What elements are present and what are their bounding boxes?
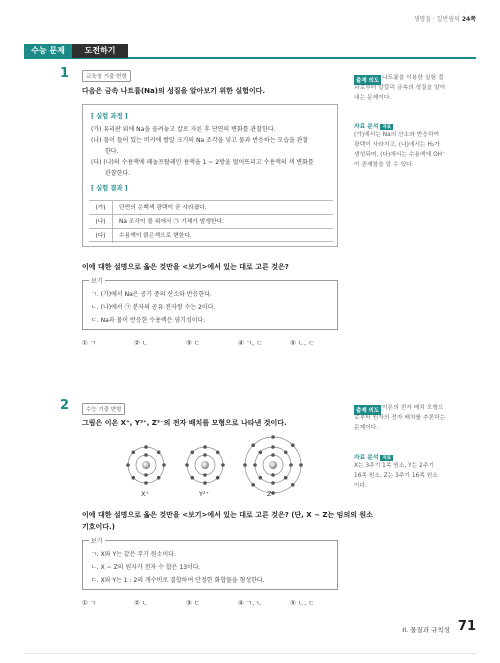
- process-line-4: (다) (나)의 수용액에 페놀프탈레인 용액을 1 ~ 2방울 떨어뜨리고 수용액의 색 변화를: [91, 159, 314, 166]
- side-analysis-line: 생성되며, (다)에서는 수용액에 OH⁻: [354, 152, 446, 158]
- side-analysis-head: [354, 452, 393, 461]
- bogi-item: ㄴ. (나)에서 ㉠ 분자의 공유 전자쌍 수는 2이다.: [91, 304, 216, 311]
- question-2-prompt-2: 기호이다.): [82, 523, 115, 531]
- question-2-number: 2: [60, 398, 70, 413]
- choice-3[interactable]: ③ ㄷ: [186, 339, 201, 347]
- process-line-3: 한다.: [105, 148, 119, 155]
- bogi-label: 보기: [91, 278, 103, 285]
- side-intent-line: 내는 문제이다.: [354, 95, 392, 101]
- result-text: Na 조각이 물 위에서 ㉠ 기체가 발생한다.: [119, 219, 224, 225]
- result-row: [89, 228, 333, 242]
- process-line-1: (가) 유리판 위에 Na을 올려놓고 칼로 자른 후 단면의 변화를 관찰한다.: [91, 126, 276, 133]
- process-line-5: 관찰한다.: [105, 170, 131, 177]
- side-intent-tag: 출제 의도: [354, 75, 381, 85]
- atom-x-plus: [126, 445, 166, 485]
- side-analysis-line: (가)에서는 Na의 산소와 반응하여: [354, 132, 440, 138]
- process-title: [ 실험 과정 ]: [91, 113, 128, 120]
- question-1-number: 1: [60, 66, 70, 81]
- question-2-tag: 수능 기출 변형: [82, 403, 125, 415]
- atom-z-2minus: [243, 435, 303, 495]
- result-row: [89, 200, 333, 214]
- side-analysis-mini: 자료: [382, 456, 392, 461]
- result-title: [ 실험 결과 ]: [91, 185, 128, 192]
- side-analysis-line: 광택이 사라지고, (나)에서는 H₂가: [354, 142, 440, 148]
- side-intent-line: 문제이다.: [354, 425, 379, 431]
- side-analysis-title: 자료 분석: [354, 124, 379, 130]
- bogi-box-1: [82, 280, 338, 330]
- bogi-item: ㄷ. Na과 물이 반응한 수용액은 염기성이다.: [91, 317, 206, 324]
- experiment-box: [82, 104, 338, 247]
- side-intent-line: 이온의 전자 배치 모형으: [382, 405, 444, 411]
- result-label: (가): [89, 201, 113, 215]
- atom-label-y: Y²⁺: [199, 490, 210, 498]
- bogi-box-2: [82, 540, 338, 590]
- atom-label-z: Z²⁻: [267, 490, 278, 498]
- side-intent-tag: 출제 의도: [354, 405, 381, 415]
- result-label: (나): [89, 215, 113, 229]
- side-analysis-title: 자료 분석: [354, 455, 379, 461]
- choice-2[interactable]: ② ㄴ: [134, 339, 149, 347]
- side-analysis-line: X는 3주기 1족 원소, Y는 2주기: [354, 463, 435, 469]
- question-1-tag: 교육청 기출 변형: [82, 70, 131, 82]
- result-row: [89, 214, 333, 228]
- result-text: 단면의 은백색 광택이 곧 사라졌다.: [119, 205, 207, 211]
- footer-section: II. 물질과 규칙성: [402, 626, 450, 634]
- choice-2[interactable]: ② ㄴ: [134, 599, 149, 607]
- side-intent-line: 로부터 원자의 전자 배치를 추론하는: [354, 415, 446, 421]
- side-analysis-head: [354, 121, 393, 130]
- side-analysis-line: 16족 원소, Z는 3주기 16족 원소: [354, 473, 438, 479]
- side-analysis-line: 이다.: [354, 483, 368, 489]
- side-analysis-mini: 자료: [382, 125, 392, 130]
- choice-5[interactable]: ⑤ ㄴ, ㄷ: [290, 599, 315, 607]
- result-text: 수용액이 붉은색으로 변한다.: [119, 233, 192, 239]
- side-analysis-line: 이 존재함을 알 수 있다.: [354, 162, 414, 168]
- choice-3[interactable]: ③ ㄷ: [186, 599, 201, 607]
- side-intent-line: 나트륨을 이용한 실험 결: [382, 75, 444, 81]
- bogi-item: ㄷ. X와 Y는 1 : 2의 개수비로 결합하여 안정한 화합물을 형성한다.: [91, 577, 265, 584]
- bogi-item: ㄱ. (가)에서 Na은 공기 중의 산소와 반응한다.: [91, 291, 212, 298]
- question-1-stem: 다음은 금속 나트륨(Na)의 성질을 알아보기 위한 실험이다.: [82, 87, 266, 95]
- question-2-stem: 그림은 이온 X⁺, Y²⁺, Z²⁻의 전자 배치를 모형으로 나타낸 것이다.: [82, 419, 287, 427]
- choice-1[interactable]: ① ㄱ: [82, 599, 97, 607]
- result-label: (다): [89, 229, 113, 243]
- footer-rule: [24, 653, 476, 654]
- choice-4[interactable]: ④ ㄱ, ㄷ: [238, 339, 263, 347]
- top-right-prefix: 생명질 · 일반필의: [413, 16, 460, 23]
- bogi-item: ㄱ. X와 Y는 같은 주기 원소이다.: [91, 551, 176, 558]
- page-number: 71: [457, 619, 476, 634]
- top-right-reference: [414, 14, 476, 23]
- atom-y-2plus: [185, 445, 225, 485]
- bogi-item: ㄴ. X ~ Z의 원자가 전자 수 합은 13이다.: [91, 564, 201, 571]
- question-2-prompt-1: 이에 대한 설명으로 옳은 것만을 <보기>에서 있는 대로 고른 것은? (단, X ~ Z는 임의의 원소: [82, 511, 373, 519]
- process-line-2: (나) 물이 들어 있는 비커에 쌀알 크기의 Na 조각을 넣고 물과 반응하는 모습을 관찰: [91, 137, 309, 144]
- section-header: [24, 44, 476, 58]
- section-tab-challenge: 도전하기: [72, 44, 128, 58]
- question-1-prompt: 이에 대한 설명으로 옳은 것만을 <보기>에서 있는 대로 고른 것은?: [82, 263, 289, 271]
- top-right-page: 24쪽: [461, 16, 476, 23]
- choice-4[interactable]: ④ ㄱ, ㄴ: [238, 599, 263, 607]
- bogi-label: 보기: [91, 538, 103, 545]
- atom-label-x: X⁺: [141, 490, 149, 498]
- side-intent-line: 과로부터 알칼리 금속의 성질을 알아: [354, 85, 446, 91]
- choice-5[interactable]: ⑤ ㄴ, ㄷ: [290, 339, 315, 347]
- choice-1[interactable]: ① ㄱ: [82, 339, 97, 347]
- section-tab-suneung: 수능 문제: [24, 44, 72, 58]
